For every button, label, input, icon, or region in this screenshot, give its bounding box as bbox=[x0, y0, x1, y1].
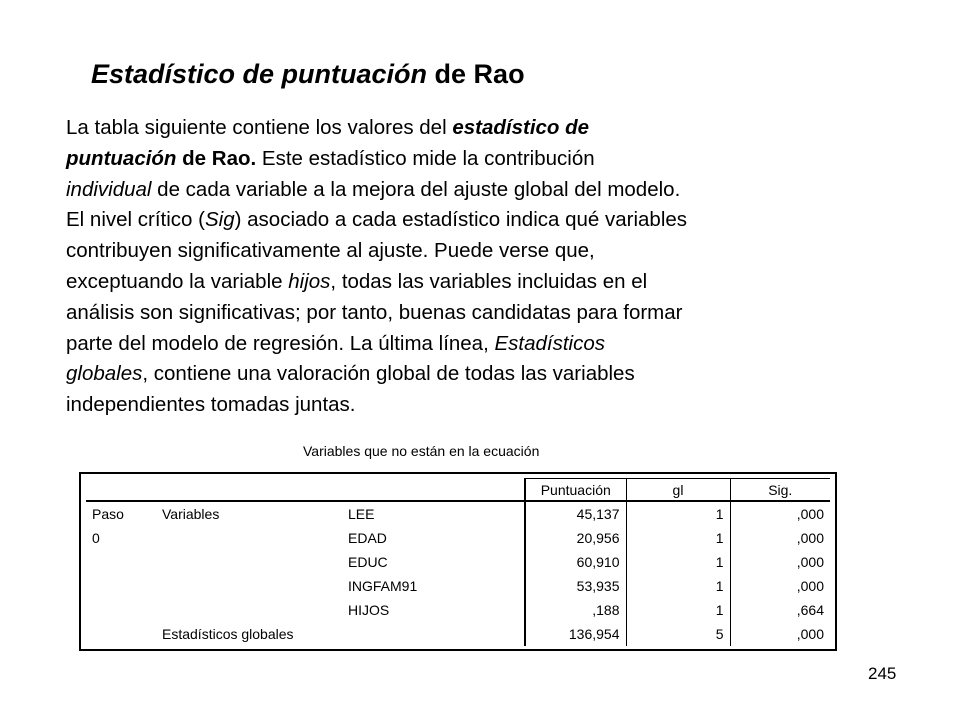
table-row bbox=[86, 598, 830, 622]
df-value: 1 bbox=[626, 598, 730, 622]
variables-label: Variables bbox=[162, 506, 220, 522]
paragraph-line bbox=[66, 175, 916, 206]
bold-run: de Rao. bbox=[176, 146, 257, 170]
overall-sig: ,000 bbox=[730, 622, 830, 646]
italic-run: Estadísticos bbox=[494, 331, 606, 355]
empty-cell bbox=[86, 574, 156, 598]
header-sig: Sig. bbox=[730, 479, 830, 502]
emphasis-run: estadístico de bbox=[452, 116, 590, 139]
text-run: , todas las variables incluidas en el bbox=[330, 269, 648, 293]
table-row bbox=[86, 574, 830, 598]
italic-run: hijos bbox=[288, 269, 331, 293]
step-value: 0 bbox=[92, 530, 100, 546]
table-caption: Variables que no están en la ecuación bbox=[303, 443, 540, 459]
italic-run: Sig bbox=[204, 208, 235, 232]
sig-value: ,000 bbox=[730, 550, 830, 574]
emphasis-run: puntuación bbox=[66, 146, 177, 170]
sig-value: ,000 bbox=[730, 574, 830, 598]
slide-title bbox=[91, 56, 525, 92]
variable-name: INGFAM91 bbox=[348, 578, 418, 594]
paragraph-line bbox=[66, 359, 916, 390]
text-run: El nivel crítico ( bbox=[66, 208, 205, 232]
df-value: 1 bbox=[626, 526, 730, 550]
empty-cell bbox=[156, 526, 342, 550]
header-cell-empty bbox=[156, 479, 342, 502]
variable-name: LEE bbox=[348, 506, 375, 522]
step-label: Paso bbox=[92, 506, 124, 522]
variable-name: EDUC bbox=[348, 554, 388, 570]
text-run: de cada variable a la mejora del ajuste global del modelo. bbox=[151, 177, 681, 201]
page-number: 245 bbox=[868, 664, 897, 683]
score-value: 60,910 bbox=[525, 550, 626, 574]
table-row bbox=[86, 550, 830, 574]
table-row bbox=[86, 526, 830, 550]
paragraph-line bbox=[66, 144, 916, 175]
sig-value: ,000 bbox=[730, 501, 830, 526]
text-run: , contiene una valoración global de todas las variables bbox=[142, 362, 635, 386]
paragraph-line bbox=[66, 205, 916, 236]
slide-title-italic: Estadístico de puntuación bbox=[91, 59, 428, 89]
paragraph-line bbox=[66, 329, 916, 360]
header-cell-empty bbox=[342, 479, 525, 502]
score-value: ,188 bbox=[525, 598, 626, 622]
df-value: 1 bbox=[626, 501, 730, 526]
paragraph-line: contribuyen significativamente al ajuste. Puede verse que, bbox=[66, 239, 595, 263]
paragraph-line: análisis son significativas; por tanto, buenas candidatas para formar bbox=[66, 300, 683, 324]
empty-cell bbox=[156, 598, 342, 622]
table-row bbox=[86, 501, 830, 526]
empty-cell bbox=[86, 598, 156, 622]
scores-table bbox=[86, 478, 830, 646]
table-header-row bbox=[86, 479, 830, 502]
overall-label: Estadísticos globales bbox=[162, 626, 294, 642]
score-value: 20,956 bbox=[525, 526, 626, 550]
score-value: 45,137 bbox=[525, 501, 626, 526]
italic-run: globales bbox=[66, 362, 143, 386]
text-run: Este estadístico mide la contribución bbox=[256, 146, 595, 170]
empty-cell bbox=[86, 622, 156, 646]
table-row-overall bbox=[86, 622, 830, 646]
text-run: parte del modelo de regresión. La última línea, bbox=[66, 331, 495, 355]
header-score: Puntuación bbox=[525, 479, 626, 502]
variable-name: EDAD bbox=[348, 530, 387, 546]
empty-cell bbox=[156, 550, 342, 574]
df-value: 1 bbox=[626, 574, 730, 598]
score-value: 53,935 bbox=[525, 574, 626, 598]
empty-cell bbox=[86, 550, 156, 574]
slide-title-rest: de Rao bbox=[427, 59, 525, 89]
sig-value: ,000 bbox=[730, 526, 830, 550]
text-run: ) asociado a cada estadístico indica qué variables bbox=[234, 208, 688, 232]
sig-value: ,664 bbox=[730, 598, 830, 622]
empty-cell bbox=[156, 574, 342, 598]
paragraph-line bbox=[66, 113, 916, 144]
overall-score: 136,954 bbox=[525, 622, 626, 646]
italic-run: individual bbox=[66, 177, 152, 201]
explanation-paragraph bbox=[66, 113, 916, 421]
header-df: gl bbox=[626, 479, 730, 502]
text-run: La tabla siguiente contiene los valores del bbox=[66, 116, 453, 139]
text-run: exceptuando la variable bbox=[66, 269, 289, 293]
variable-name: HIJOS bbox=[348, 602, 390, 618]
overall-df: 5 bbox=[626, 622, 730, 646]
paragraph-line bbox=[66, 267, 916, 298]
header-cell-empty bbox=[86, 479, 156, 502]
df-value: 1 bbox=[626, 550, 730, 574]
paragraph-line: independientes tomadas juntas. bbox=[66, 393, 356, 417]
